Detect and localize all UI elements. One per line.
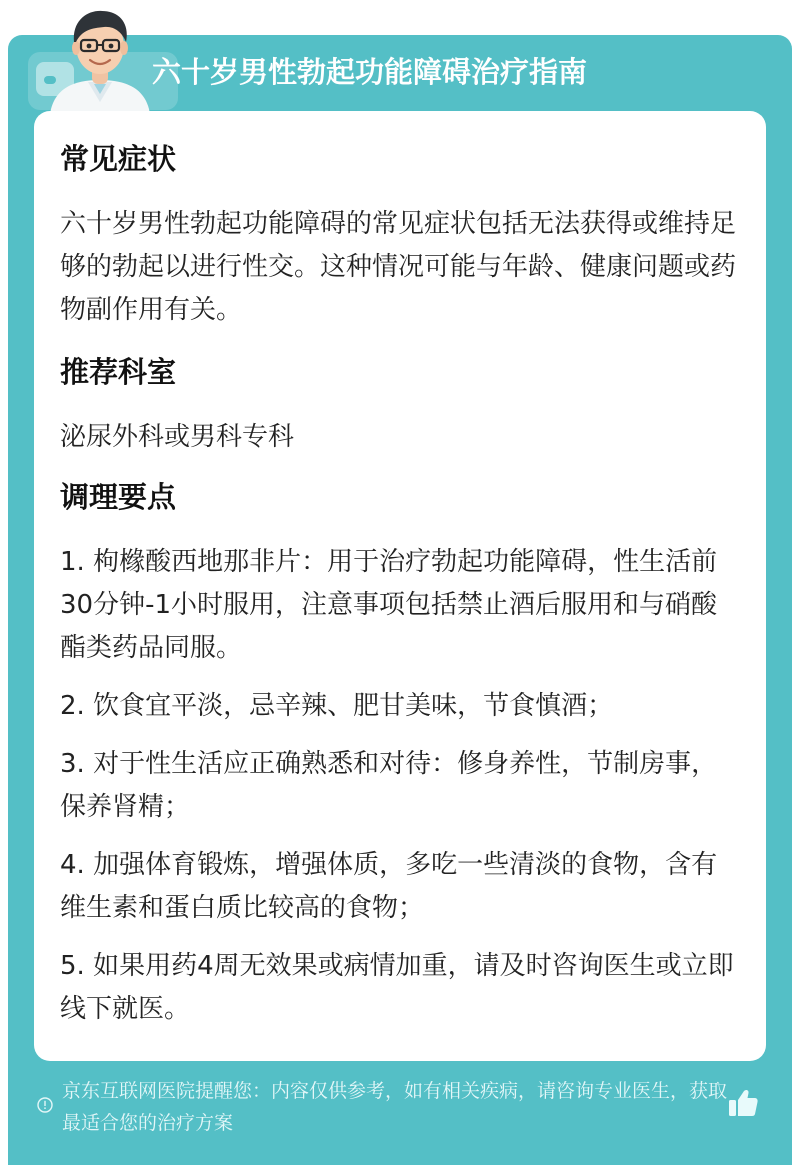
doctor-avatar: [44, 2, 156, 114]
list-item: 3. 对于性生活应正确熟悉和对待：修身养性，节制房事，保养肾精；: [60, 749, 718, 822]
content-card: [34, 111, 766, 1061]
doctor-avatar-icon: [44, 2, 156, 114]
page-title: 六十岁男性勃起功能障碍治疗指南: [152, 55, 588, 89]
care-list: [60, 541, 740, 1031]
footer-notice: 京东互联网医院提醒您：内容仅供参考，如有相关疾病，请咨询专业医生，获取最适合您的治疗方案: [62, 1080, 728, 1134]
department-text: 泌尿外科或男科专科: [60, 422, 295, 452]
section-title-symptoms: 常见症状: [60, 142, 177, 176]
info-icon: [37, 1097, 53, 1113]
card-content: [60, 129, 740, 1046]
list-item: 2. 饮食宜平淡，忌辛辣、肥甘美味，节食慎酒；: [60, 691, 614, 721]
list-item: 1. 枸橼酸西地那非片：用于治疗勃起功能障碍，性生活前30分钟-1小时服用，注意事项包括禁止酒后服用和与硝酸酯类药品同服。: [60, 547, 718, 663]
list-item: 4. 加强体育锻炼，增强体质，多吃一些清淡的食物，含有维生素和蛋白质比较高的食物；: [60, 850, 718, 923]
section-title-department: 推荐科室: [60, 355, 177, 389]
list-item: 5. 如果用药4周无效果或病情加重，请及时咨询医生或立即线下就医。: [60, 951, 734, 1024]
thumbs-up-icon[interactable]: [726, 1086, 760, 1120]
section-title-care: 调理要点: [60, 480, 177, 514]
symptoms-text: 六十岁男性勃起功能障碍的常见症状包括无法获得或维持足够的勃起以进行性交。这种情况可能与年龄、健康问题或药物副作用有关。: [60, 209, 737, 325]
